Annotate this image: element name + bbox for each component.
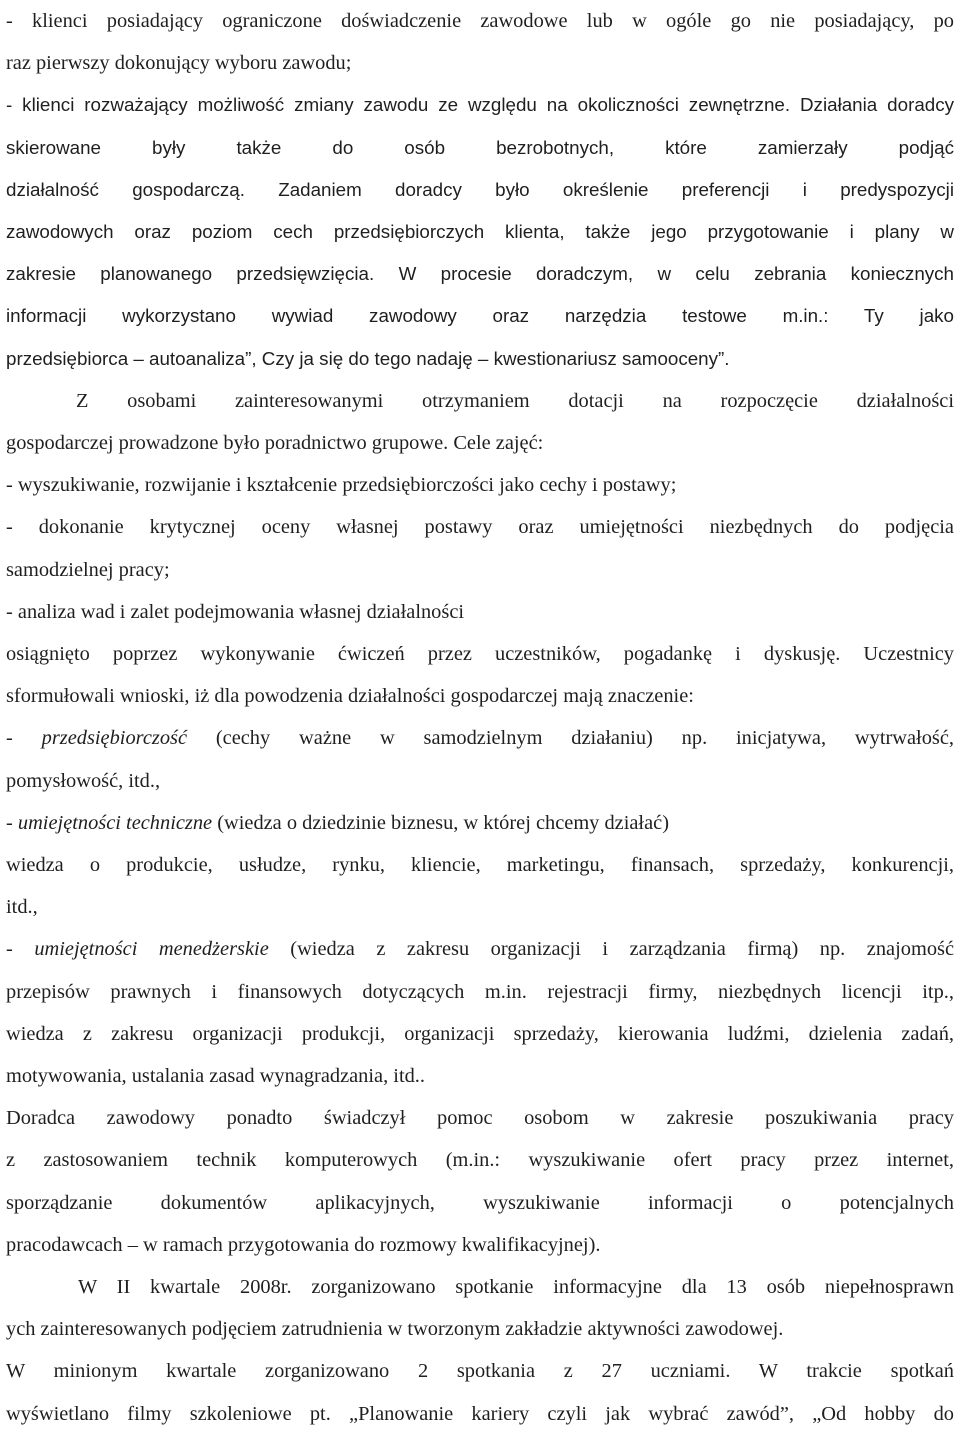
text-line: gospodarczej prowadzone było poradnictwo grupowe. Cele zajęć: [6,432,544,455]
line-rest: (cechy ważne w samodzielnym działaniu) np. inicjatywa, wytrwałość, [187,727,954,750]
text-line: wyświetlano filmy szkoleniowe pt. „Planowanie kariery czyli jak wybrać zawód”, „Od hobby do [6,1402,954,1425]
text-line: osiągnięto poprzez wykonywanie ćwiczeń przez uczestników, pogadankę i dyskusję. Uczestnicy [6,643,954,666]
text-line: W minionym kwartale zorganizowano 2 spotkania z 27 uczniami. W trakcie spotkań [6,1360,954,1383]
text-line: - wyszukiwanie, rozwijanie i kształcenie przedsiębiorczości jako cechy i postawy; [6,474,677,497]
text-line: wiedza o produkcie, usłudze, rynku, kliencie, marketingu, finansach, sprzedaży, konkurencji, [6,854,954,877]
text-line: zawodowych oraz poziom cech przedsiębiorczych klienta, także jego przygotowanie i plany w [6,221,954,242]
text-line: Doradca zawodowy ponadto świadczył pomoc osobom w zakresie poszukiwania pracy [6,1107,954,1130]
text-line: przedsiębiorca – autoanaliza”, Czy ja się do tego nadaję – kwestionariusz samooceny”. [6,347,730,369]
text-line: W II kwartale 2008r. zorganizowano spotkanie informacyjne dla 13 osób niepełnosprawn [78,1276,954,1299]
text-line: sporządzanie dokumentów aplikacyjnych, wyszukiwanie informacji o potencjalnych [6,1191,954,1214]
text-line: - klienci rozważający możliwość zmiany zawodu ze względu na okoliczności zewnętrzne. Działania doradcy skierowane były także do osób bezrobotnych, które zamierzały podjąć [6,94,954,158]
text-line: z zastosowaniem technik komputerowych (m.in.: wyszukiwanie ofert pracy przez internet, [6,1149,954,1172]
text-line [6,928,954,970]
list-dash: - [6,727,42,750]
text-line: zakresie planowanego przedsięwzięcia. W procesie doradczym, w celu zebrania koniecznych [6,263,954,285]
text-line [6,717,954,759]
text-line: itd., [6,896,38,919]
text-line: ych zainteresowanych podjęciem zatrudnienia w tworzonym zakładzie aktywności zawodowej. [6,1318,784,1341]
text-line: raz pierwszy dokonujący wyboru zawodu; [6,52,352,75]
text-line: informacji wykorzystano wywiad zawodowy oraz narzędzia testowe m.in.: Ty jako [6,305,954,327]
text-line: działalność gospodarczą. Zadaniem doradcy było określenie preferencji i predyspozycji [6,178,954,200]
list-dash: - [6,938,35,961]
text-line: - analiza wad i zalet podejmowania własnej działalności [6,600,465,623]
text-line: samodzielnej pracy; [6,558,170,581]
text-line: wiedza z zakresu organizacji produkcji, organizacji sprzedaży, kierowania ludźmi, dzielenia zadań, [6,1022,954,1045]
text-line: przepisów prawnych i finansowych dotyczących m.in. rejestracji firmy, niezbędnych licencji itp., [6,980,954,1003]
emphasis-term: przedsiębiorczość [41,727,188,750]
text-line: Z osobami zainteresowanymi otrzymaniem dotacji na rozpoczęcie działalności [76,389,954,412]
text-line [6,802,954,844]
text-line: - klienci posiadający ograniczone doświadczenie zawodowe lub w ogóle go nie posiadający, po [6,10,954,32]
line-rest: (wiedza z zakresu organizacji i zarządzania firmą) np. znajomość [268,938,954,961]
text-line: pomysłowość, itd., [6,769,161,792]
emphasis-term: umiejętności menedżerskie [34,938,269,961]
line-rest: (wiedza o dziedzinie biznesu, w której chcemy działać) [212,811,669,834]
text-line: sformułowali wnioski, iż dla powodzenia działalności gospodarczej mają znaczenie: [6,685,694,708]
text-line: pracodawcach – w ramach przygotowania do rozmowy kwalifikacyjnej). [6,1233,601,1256]
emphasis-term: umiejętności techniczne [17,811,213,834]
text-line: - dokonanie krytycznej oceny własnej postawy oraz umiejętności niezbędnych do podjęcia [6,516,954,539]
list-dash: - [6,811,18,834]
text-line: motywowania, ustalania zasad wynagradzania, itd.. [6,1065,425,1088]
